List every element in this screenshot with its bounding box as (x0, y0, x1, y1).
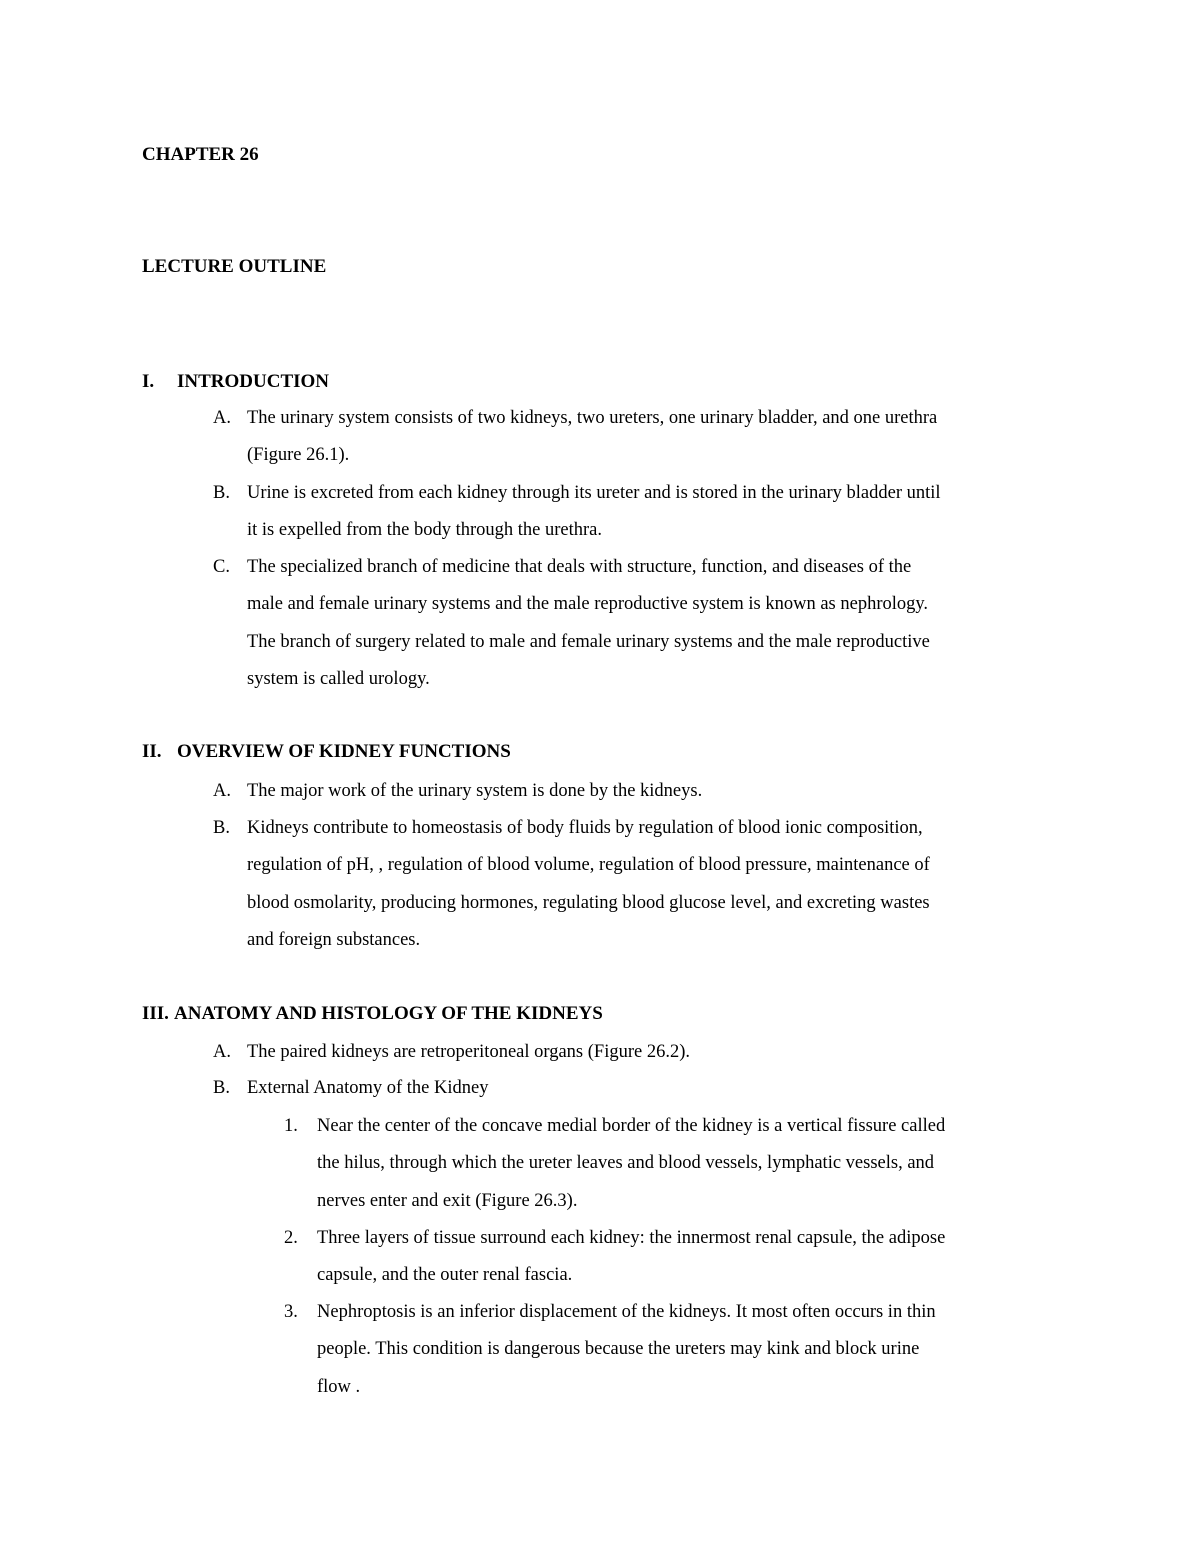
item-text (247, 1034, 690, 1071)
text-line: Nephroptosis is an inferior displacement of the kidneys. It most often occurs in thin (317, 1302, 936, 1322)
item-text (247, 400, 937, 475)
text-line: The specialized branch of medicine that deals with structure, function, and diseases of the (247, 557, 912, 577)
text-line: Near the center of the concave medial border of the kidney is a vertical fissure called (317, 1116, 946, 1136)
subitem-label: 1. (284, 1116, 298, 1136)
text-line: Kidneys contribute to homeostasis of body fluids by regulation of blood ionic composition, (247, 818, 923, 838)
outline-title: LECTURE OUTLINE (142, 256, 327, 277)
section-title: INTRODUCTION (177, 371, 330, 392)
text-line: Three layers of tissue surround each kidney: the innermost renal capsule, the adipose (317, 1228, 946, 1248)
subitem-label: 3. (284, 1302, 298, 1322)
text-line: people. This condition is dangerous because the ureters may kink and block urine (317, 1339, 920, 1360)
item-label: A. (213, 408, 231, 428)
text-line: The major work of the urinary system is done by the kidneys. (247, 781, 703, 801)
section-numeral: II. (142, 741, 162, 762)
item-label: C. (213, 557, 230, 577)
section-title: OVERVIEW OF KIDNEY FUNCTIONS (177, 741, 511, 762)
text-line: (Figure 26.1). (247, 445, 350, 466)
text-line: it is expelled from the body through the urethra. (247, 520, 603, 541)
text-line: regulation of pH, , regulation of blood volume, regulation of blood pressure, maintenance of (247, 855, 930, 876)
subitem-text (317, 1108, 945, 1220)
subitem-text (317, 1294, 936, 1406)
text-line: flow . (317, 1376, 361, 1397)
item-label: A. (213, 781, 231, 801)
item-label: A. (213, 1042, 231, 1062)
text-line: nerves enter and exit (Figure 26.3). (317, 1190, 578, 1211)
text-line: capsule, and the outer renal fascia. (317, 1265, 573, 1286)
text-line: The paired kidneys are retroperitoneal organs (Figure 26.2). (247, 1042, 690, 1062)
text-line: blood osmolarity, producing hormones, regulating blood glucose level, and excreting wastes (247, 892, 930, 913)
text-line: the hilus, through which the ureter leaves and blood vessels, lymphatic vessels, and (317, 1153, 935, 1174)
section-numeral: I. (142, 371, 155, 392)
text-line: The urinary system consists of two kidneys, two ureters, one urinary bladder, and one urethra (247, 408, 938, 428)
subitem-text (317, 1220, 945, 1295)
text-line: system is called urology. (247, 668, 430, 689)
item-text (247, 773, 702, 810)
text-line: The branch of surgery related to male and female urinary systems and the male reproductive (247, 631, 930, 652)
text-line: External Anatomy of the Kidney (247, 1078, 489, 1098)
section-title: ANATOMY AND HISTOLOGY OF THE KIDNEYS (174, 1003, 603, 1024)
item-text (247, 475, 941, 550)
item-label: B. (213, 1078, 230, 1098)
item-label: B. (213, 818, 230, 838)
item-text (247, 810, 930, 959)
subitem-label: 2. (284, 1228, 298, 1248)
item-text (247, 549, 930, 698)
text-line: and foreign substances. (247, 929, 421, 950)
text-line: Urine is excreted from each kidney through its ureter and is stored in the urinary bladder until (247, 483, 941, 503)
chapter-title: CHAPTER 26 (142, 144, 259, 165)
text-line: male and female urinary systems and the male reproductive system is known as nephrology. (247, 594, 929, 615)
section-numeral: III. (142, 1003, 169, 1024)
item-text (247, 1070, 488, 1107)
item-label: B. (213, 483, 230, 503)
